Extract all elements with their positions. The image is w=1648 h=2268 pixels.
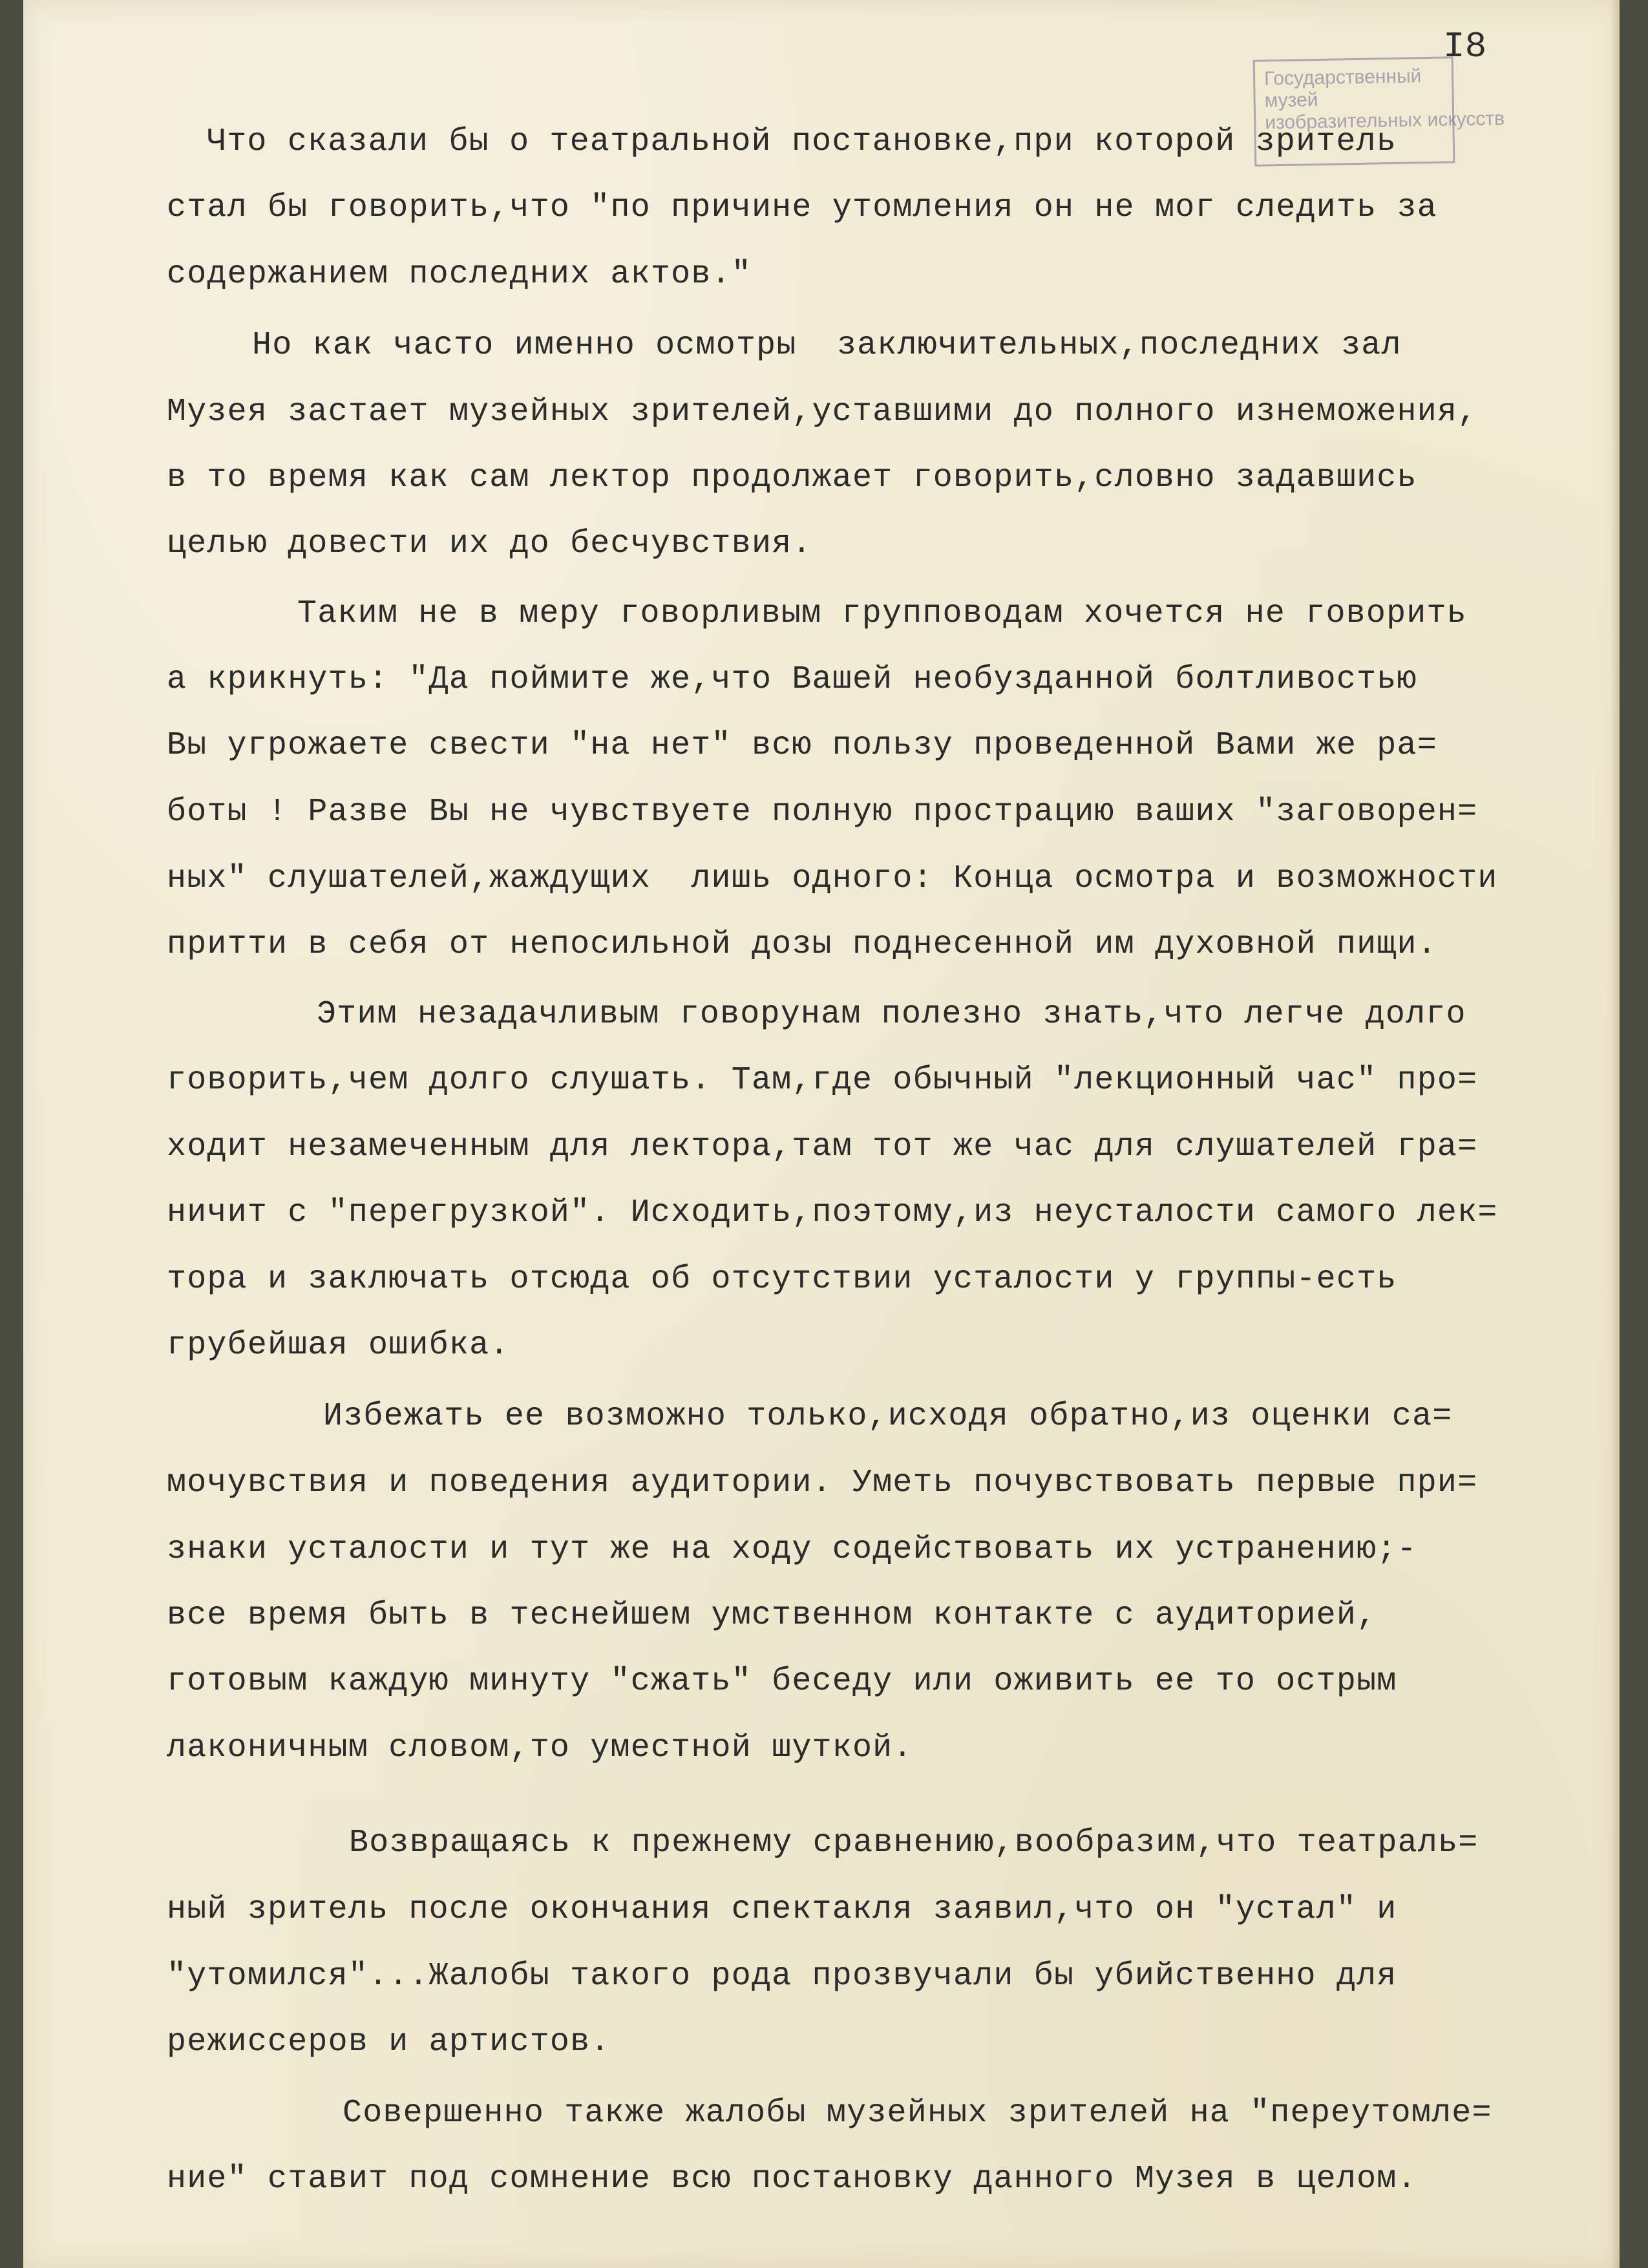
paper-edge bbox=[1611, 0, 1620, 2268]
text-line: готовым каждую минуту "сжать" беседу или оживить ее то острым bbox=[167, 1663, 1397, 1700]
stamp-line: Государственный bbox=[1263, 65, 1422, 90]
text-line: боты ! Разве Вы не чувствуете полную прострацию ваших "заговорен= bbox=[167, 794, 1478, 831]
stamp-line: изобразительных искусств bbox=[1264, 107, 1505, 134]
text-line: Что сказали бы о театральной постановке,при которой зритель bbox=[207, 123, 1397, 160]
text-line: Вы угрожаете свести "на нет" всю пользу проведенной Вами же ра= bbox=[167, 727, 1437, 764]
text-line: Возвращаясь к прежнему сравнению,вообразим,что театраль= bbox=[349, 1825, 1479, 1861]
text-line: ничит с "перегрузкой". Исходить,поэтому,из неусталости самого лек= bbox=[167, 1194, 1498, 1231]
text-line: в то время как сам лектор продолжает говорить,словно задавшись bbox=[167, 460, 1417, 496]
text-line: содержанием последних актов." bbox=[167, 256, 752, 293]
text-line: "утомился"...Жалобы такого рода прозвучали бы убийственно для bbox=[167, 1958, 1397, 1995]
text-line: говорить,чем долго слушать. Там,где обычный "лекционный час" про= bbox=[167, 1062, 1478, 1099]
text-line: ние" ставит под сомнение всю постановку данного Музея в целом. bbox=[167, 2161, 1417, 2198]
text-line: мочувствия и поведения аудитории. Уметь почувствовать первые при= bbox=[167, 1465, 1478, 1501]
page-number: I8 bbox=[1443, 26, 1487, 67]
text-line: тора и заключать отсюда об отсутствии усталости у группы-есть bbox=[167, 1261, 1397, 1298]
text-line: Но как часто именно осмотры заключительных,последних зал bbox=[252, 327, 1402, 364]
text-line: Таким не в меру говорливым групповодам хочется не говорить bbox=[297, 595, 1467, 632]
text-line: Совершенно также жалобы музейных зрителей на "переутомле= bbox=[343, 2095, 1492, 2132]
stamp-line: музей bbox=[1264, 89, 1318, 112]
text-line: а крикнуть: "Да поймите же,что Вашей необузданной болтливостью bbox=[167, 661, 1417, 698]
text-line: целью довести их до бесчувствия. bbox=[167, 525, 812, 562]
text-line: притти в себя от непосильной дозы поднесенной им духовной пищи. bbox=[167, 926, 1437, 963]
text-line: ходит незамеченным для лектора,там тот же час для слушателей гра= bbox=[167, 1129, 1478, 1165]
text-line: лаконичным словом,то уместной шуткой. bbox=[167, 1730, 913, 1766]
text-line: режиссеров и артистов. bbox=[167, 2024, 611, 2061]
text-line: грубейшая ошибка. bbox=[167, 1327, 510, 1364]
text-line: Этим незадачливым говорунам полезно знать,что легче долго bbox=[317, 996, 1466, 1033]
text-line: знаки усталости и тут же на ходу содействовать их устранению;- bbox=[167, 1531, 1417, 1568]
text-line: стал бы говорить,что "по причине утомления он не мог следить за bbox=[167, 189, 1437, 226]
text-line: Музея застает музейных зрителей,уставшими до полного изнеможения, bbox=[167, 394, 1478, 430]
text-line: все время быть в теснейшем умственном контакте с аудиторией, bbox=[167, 1597, 1377, 1634]
text-line: Избежать ее возможно только,исходя обратно,из оценки са= bbox=[323, 1398, 1453, 1435]
text-line: ный зритель после окончания спектакля заявил,что он "устал" и bbox=[167, 1891, 1397, 1928]
text-line: ных" слушателей,жаждущих лишь одного: Конца осмотра и возможности bbox=[167, 860, 1498, 897]
